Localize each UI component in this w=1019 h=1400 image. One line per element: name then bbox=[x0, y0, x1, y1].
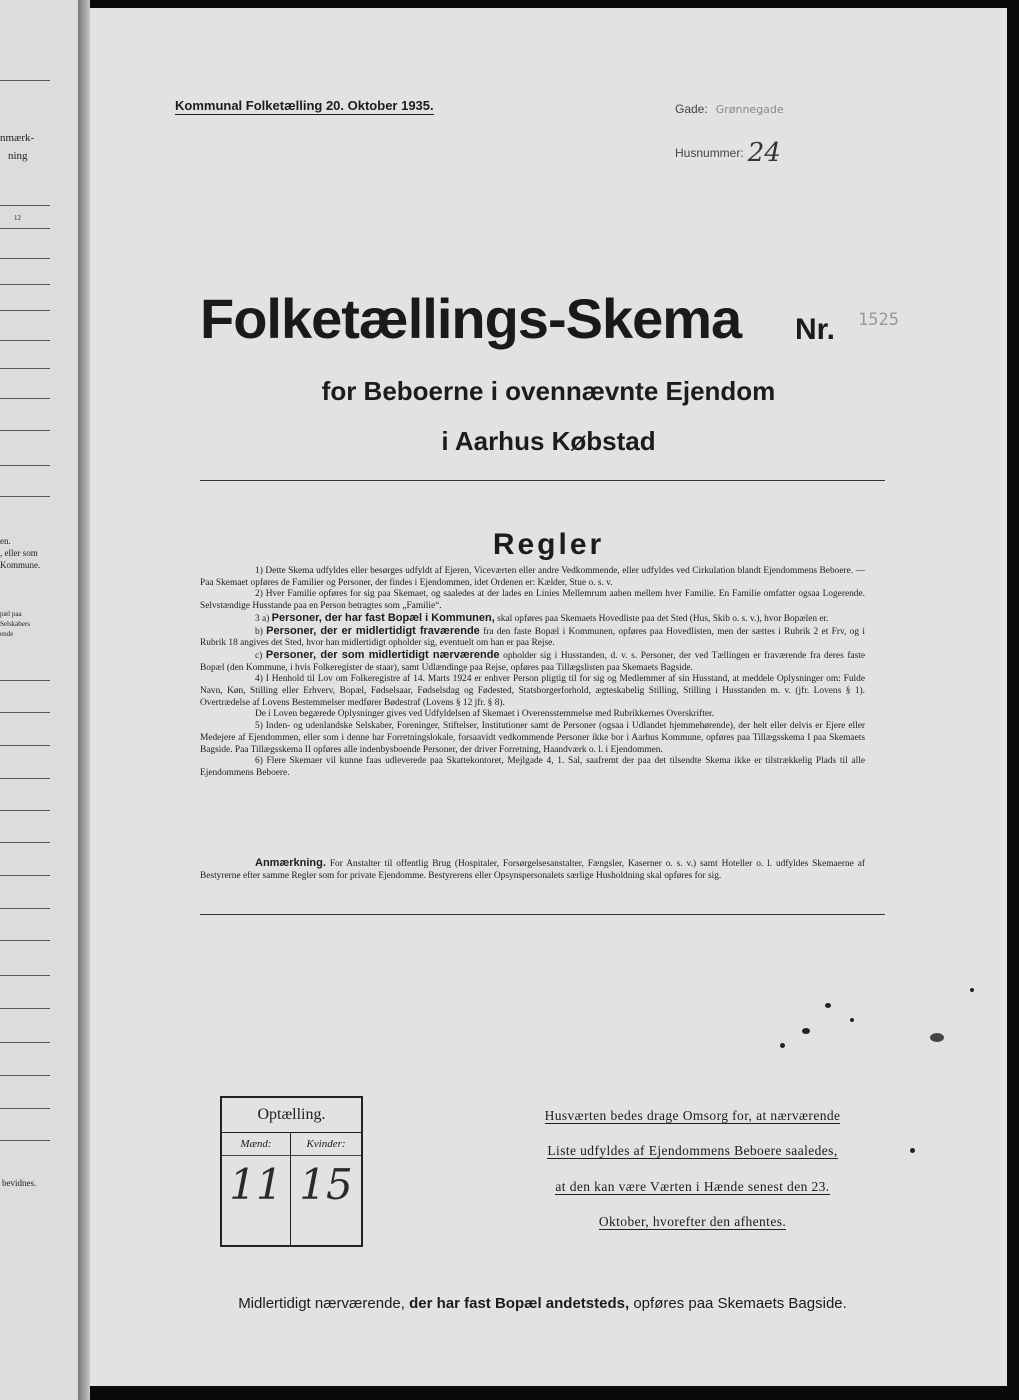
footer-part-1: Midlertidigt nærværende, bbox=[238, 1295, 405, 1312]
left-fragment: nmærk- bbox=[0, 132, 35, 144]
left-fragment: bevidnes. bbox=[2, 1178, 37, 1188]
left-facing-page bbox=[0, 0, 78, 1400]
street-field bbox=[675, 100, 784, 118]
left-fragment: pæl paa bbox=[0, 610, 22, 618]
ink-speck bbox=[910, 1148, 915, 1153]
house-number-field bbox=[675, 134, 781, 168]
men-label: Mænd: bbox=[222, 1133, 290, 1156]
landlord-notice-text: Oktober, hvorefter den afhentes. bbox=[598, 1214, 787, 1229]
rule-4: 4) I Henhold til Lov om Folkeregistre af 14. Marts 1924 er enhver Person pligtig til for sig og Medlemmer af sin Husstand, at meddele Oplysninger om: Fulde Navn, Køn, Stilling eller Erhverv, Bopæl, Fødselsaar, Fødselsdag og Fødested, Statsborgerforhold, ægteskabelig Stilling, Stilling i Husstanden m. v. (jfr. Lovens § 1). Overtrædelse af Lovens Bestemmelser medfører Bødestraf (Lovens § 12 jfr. § 8). bbox=[200, 674, 865, 708]
left-rule bbox=[0, 1140, 50, 1141]
women-count: 15 bbox=[299, 1160, 353, 1209]
rule-3c bbox=[200, 650, 865, 674]
remark bbox=[200, 858, 865, 882]
footer-part-3: opføres paa Skemaets Bagside. bbox=[633, 1295, 847, 1312]
form-title: Folketællings-Skema bbox=[200, 287, 742, 350]
left-rule bbox=[0, 745, 50, 746]
left-fragment: en. bbox=[0, 536, 11, 546]
left-rule bbox=[0, 940, 50, 941]
left-rule bbox=[0, 810, 50, 811]
rule-4b: De i Loven begærede Oplysninger gives ved Udfyldelsen af Skemaet i Overensstemmelse med Rubrikkernes Overskrifter. bbox=[255, 709, 714, 720]
rule-3b-body: fra den faste Bopæl i Kommunen, opføres paa Hovedlisten, men der sættes i Rubrik 2 et Frv, og i Rubrik 18 angives det Sted, hvor han midlertidigt opholder sig, eventuelt om han er paa Rejse. bbox=[200, 626, 866, 649]
left-rule bbox=[0, 228, 50, 229]
rule-3c-prefix: c) bbox=[255, 650, 263, 661]
form-location: i Aarhus Købstad bbox=[441, 426, 656, 456]
rule-3b-prefix: b) bbox=[255, 626, 263, 637]
form-subtitle: for Beboerne i ovennævnte Ejendom bbox=[321, 376, 776, 406]
left-fragment: ende bbox=[0, 630, 14, 638]
census-form-page bbox=[90, 8, 1007, 1386]
census-header: Kommunal Folketælling 20. Oktober 1935. bbox=[175, 98, 434, 113]
rule-2: 2) Hver Familie opføres for sig paa Skemaet, og saaledes at der lades en Linies Mellemrum aaben mellem hver Familie. En Familie omfatter ogsaa Logerende. Selvstændige Husstande paa en Person betragtes som „Familie“. bbox=[200, 589, 865, 612]
count-box bbox=[220, 1096, 363, 1247]
form-number-stamp: 1525 bbox=[858, 310, 899, 330]
left-rule bbox=[0, 310, 50, 311]
left-rule bbox=[0, 1042, 50, 1043]
landlord-notice-text: Husværten bedes drage Omsorg for, at nærværende bbox=[544, 1108, 841, 1123]
left-rule bbox=[0, 398, 50, 399]
left-rule bbox=[0, 1108, 50, 1109]
left-rule bbox=[0, 205, 50, 206]
street-label: Gade: bbox=[675, 102, 708, 116]
left-rule bbox=[0, 496, 50, 497]
rule-1: 1) Dette Skema udfyldes eller besørges udfyldt af Ejeren, Viceværten eller andre Vedkommende, eller udfyldes ved Cirkulation blandt Ejendommens Beboere. — Paa Skemaet opføres de Familier og Personer, der findes i Ejendommen, idet Ordenen er: Kælder, Stue o. s. v. bbox=[200, 566, 865, 588]
left-rule bbox=[0, 284, 50, 285]
count-title: Optælling. bbox=[222, 1098, 361, 1133]
remark-text: For Anstalter til offentlig Brug (Hospitaler, Forsørgelsesanstalter, Fængsler, Kaserner o. s. v.) samt Hoteller o. l. udfyldes Skemaerne af Bestyrerne efter samme Regler som for private Ejendomme. Bestyrerens eller Opsynspersonalets særlige Husholdning skal opføres for sig. bbox=[200, 859, 866, 881]
ink-speck bbox=[825, 1003, 831, 1008]
rules-heading: Regler bbox=[492, 528, 605, 561]
left-fragment: Kommune. bbox=[0, 560, 41, 570]
left-rule bbox=[0, 908, 50, 909]
rule-3c-body: opholder sig i Husstanden, d. v. s. Personer, der ved Tællingen er fraværende fra deres faste Bopæl (den Kommune, i hvis Folkeregister de staar), samt Udlændinge paa Rejse, opføres paa Tillægslisten paa Skemaets Bagside. bbox=[200, 650, 866, 673]
women-label: Kvinder: bbox=[291, 1133, 361, 1156]
left-rule bbox=[0, 465, 50, 466]
ink-speck bbox=[930, 1033, 944, 1042]
rule-3a-prefix: 3 a) bbox=[255, 613, 270, 624]
left-rule bbox=[0, 430, 50, 431]
rule-3c-heading: Personer, der som midlertidigt nærværende bbox=[265, 648, 500, 661]
left-rule bbox=[0, 1075, 50, 1076]
remark-label: Anmærkning. bbox=[255, 857, 326, 869]
ink-speck bbox=[802, 1028, 810, 1034]
divider bbox=[200, 480, 885, 481]
rule-3b bbox=[200, 626, 865, 650]
left-fragment: , eller som bbox=[0, 548, 38, 558]
left-rule bbox=[0, 340, 50, 341]
rule-3b-heading: Personer, der er midlertidigt fraværende bbox=[266, 624, 480, 637]
landlord-notice-line bbox=[520, 1179, 865, 1195]
left-rule bbox=[0, 875, 50, 876]
rule-3a-heading: Personer, der har fast Bopæl i Kommunen, bbox=[271, 611, 495, 624]
form-number-label: Nr. bbox=[795, 313, 836, 346]
rule-6: 6) Flere Skemaer vil kunne faas udleverede paa Skattekontoret, Mejlgade 4, 1. Sal, saafremt der paa det tilsendte Skema ikke er tilstrækkelig Plads til alle Ejendommens Beboere. bbox=[200, 756, 865, 778]
street-value: Grønnegade bbox=[715, 103, 784, 116]
ink-speck bbox=[780, 1043, 785, 1048]
left-fragment: 12 bbox=[14, 214, 21, 222]
house-number-label: Husnummer: bbox=[675, 146, 744, 160]
landlord-notice-text: at den kan være Værten i Hænde senest den 23. bbox=[555, 1179, 830, 1194]
left-rule bbox=[0, 368, 50, 369]
divider bbox=[200, 914, 885, 915]
left-rule bbox=[0, 975, 50, 976]
left-fragment: Selskabers bbox=[0, 620, 30, 628]
left-rule bbox=[0, 842, 50, 843]
left-rule bbox=[0, 680, 50, 681]
landlord-notice-line bbox=[520, 1143, 865, 1159]
left-rule bbox=[0, 1008, 50, 1009]
footer-part-2: der har fast Bopæl andetsteds, bbox=[409, 1295, 630, 1312]
left-rule bbox=[0, 258, 50, 259]
house-number-value: 24 bbox=[747, 138, 781, 168]
book-spine bbox=[78, 0, 90, 1400]
landlord-notice-line bbox=[520, 1214, 865, 1230]
footer-note bbox=[200, 1295, 885, 1312]
left-rule bbox=[0, 80, 50, 81]
rule-5: 5) Inden- og udenlandske Selskaber, Foreninger, Stiftelser, Institutioner samt de Personer (ogsaa i Udlandet hjemmehørende), der helt eller delvis er Ejere eller Medejere af Ejendommen, eller som i denne har Forretningslokale, forsaavidt vedkommende Personer ikke bor i Aarhus Kommune, opføres paa Tillægsskema I paa Skemaets Bagside. Paa Tillægsskema II opføres alle indenbysboende Personer, der driver Forretning, Haandværk o. l. i Ejendommen. bbox=[200, 721, 865, 755]
left-fragment: ning bbox=[8, 150, 28, 162]
men-count: 11 bbox=[229, 1160, 283, 1209]
left-rule bbox=[0, 712, 50, 713]
landlord-notice-line bbox=[520, 1108, 865, 1124]
rules-text bbox=[200, 566, 865, 780]
landlord-notice-text: Liste udfyldes af Ejendommens Beboere saaledes, bbox=[547, 1143, 838, 1158]
left-rule bbox=[0, 778, 50, 779]
rule-3a-body: skal opføres paa Skemaets Hovedliste paa det Sted (Hus, Skib o. s. v.), hvor Bopælen er. bbox=[497, 613, 829, 624]
ink-speck bbox=[970, 988, 974, 992]
ink-speck bbox=[850, 1018, 854, 1022]
